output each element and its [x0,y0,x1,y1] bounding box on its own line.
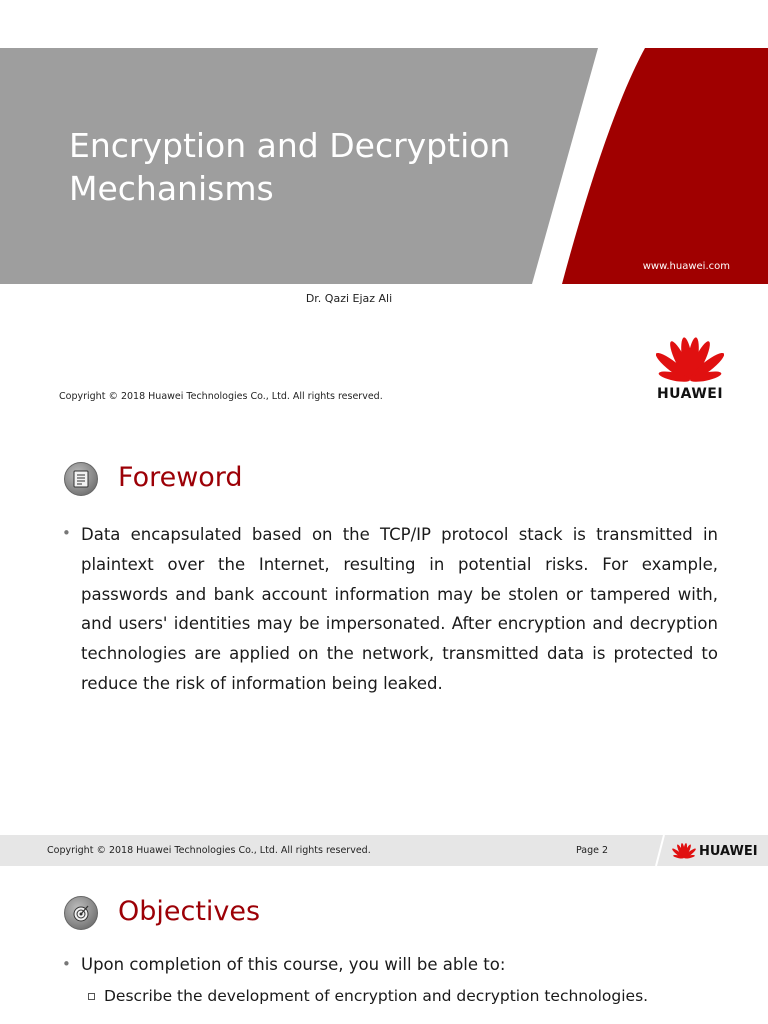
bullet-dot-icon: • [62,524,71,542]
presentation-title: Encryption and Decryption Mechanisms [69,126,511,208]
title-slide [0,0,768,420]
bullet-dot-icon: • [62,955,71,973]
footer-divider [652,835,668,866]
sub-list-item [62,985,752,1015]
website-url: www.huawei.com [642,261,730,272]
copyright-text: Copyright © 2018 Huawei Technologies Co., Ltd. All rights reserved. [59,391,383,402]
slide-footer [0,835,768,866]
objectives-slide [0,866,768,1024]
list-item [62,954,752,985]
author-name: Dr. Qazi Ejaz Ali [305,292,393,305]
target-icon [64,896,98,930]
bullet-item [62,520,718,699]
section-heading: Foreword [118,462,243,493]
sub-list-item-text: Describe the development of encryption and decryption technologies. [104,987,649,1005]
page-number: Page 2 [576,845,609,856]
huawei-flower-icon [672,842,696,860]
huawei-logo [652,334,728,402]
footer-huawei-logo [672,842,758,860]
bullet-text: Data encapsulated based on the TCP/IP protocol stack is transmitted in plaintext over the Internet, resulting in potential risks. For example, passwords and bank account information may be stolen or tampered with, and users' identities may be impersonated. After encryption and decryption technologies are applied on the network, transmitted data is protected to reduce the risk of information being leaked. [81,525,718,693]
footer-copyright: Copyright © 2018 Huawei Technologies Co., Ltd. All rights reserved. [47,845,371,856]
square-bullet-icon [88,993,95,1000]
document-icon [64,462,98,496]
foreword-slide [0,421,768,866]
huawei-logo-text: HUAWEI [656,386,724,402]
section-heading: Objectives [118,896,261,927]
footer-logo-text: HUAWEI [699,843,758,859]
huawei-flower-icon [656,334,724,386]
objectives-list [62,954,752,1015]
list-item-text: Upon completion of this course, you will be able to: [81,955,506,974]
